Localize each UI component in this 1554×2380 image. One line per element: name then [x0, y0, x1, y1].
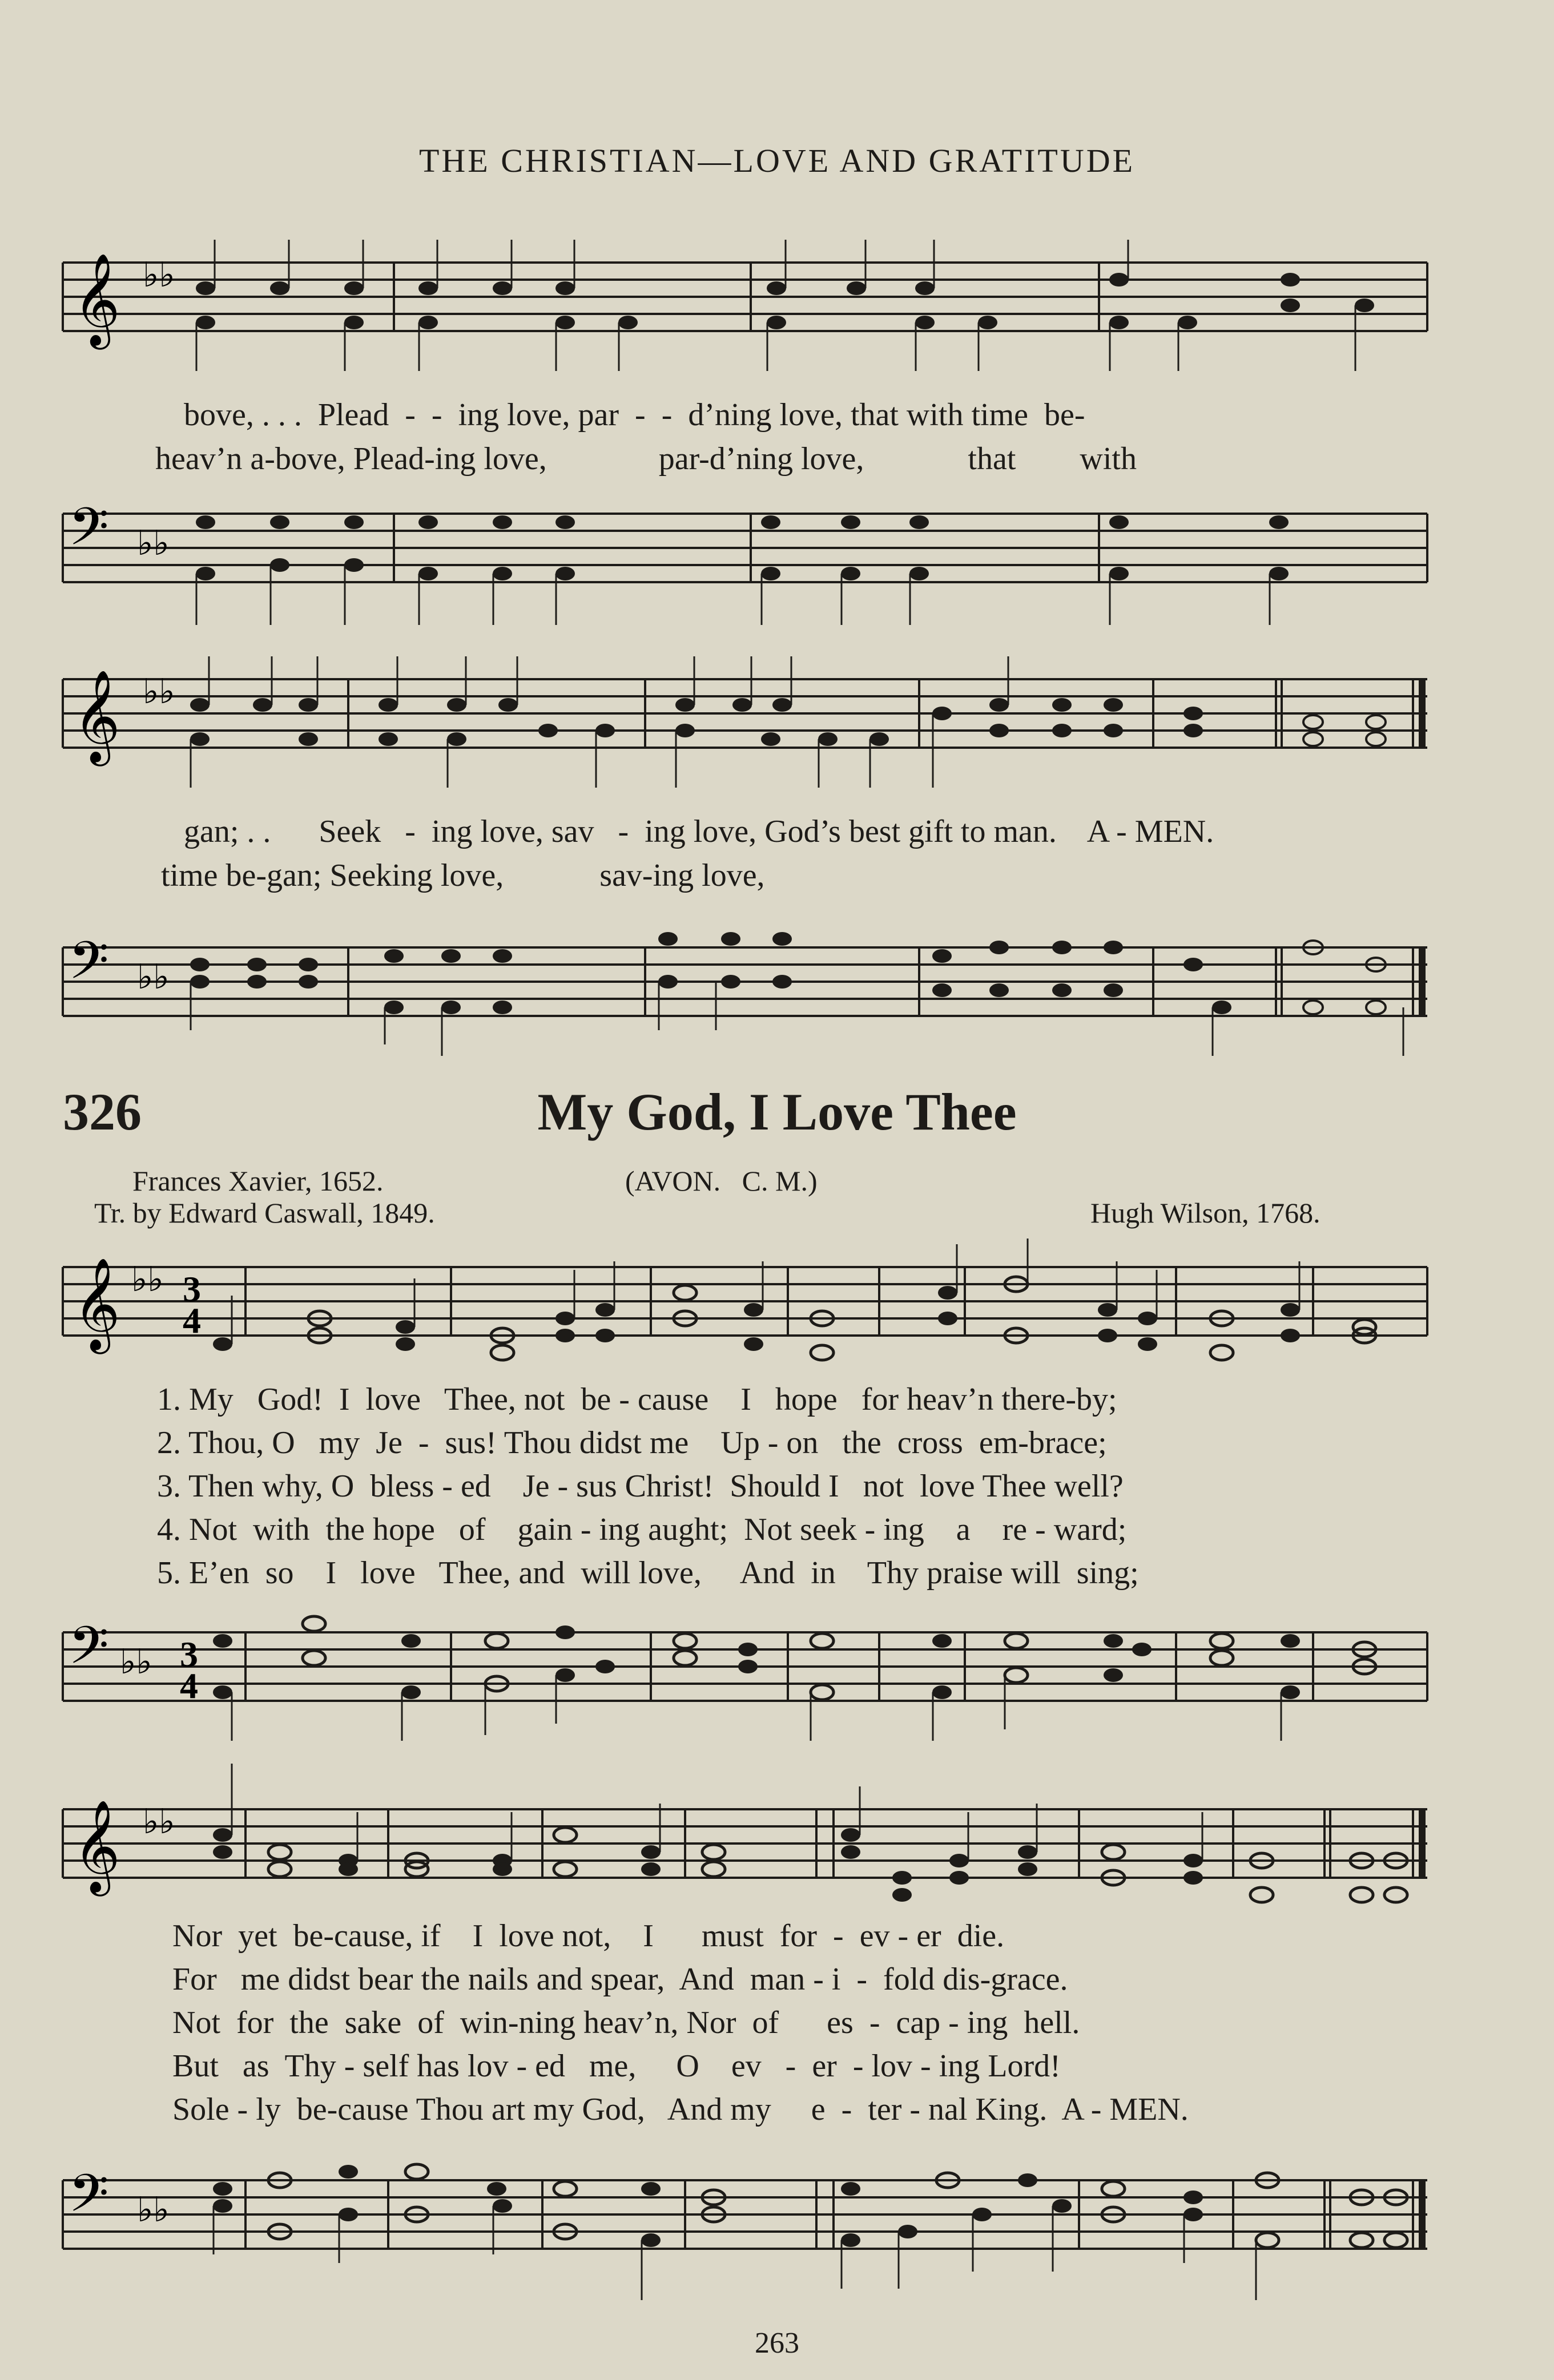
staff-treble-326-system-1: [57, 1239, 1439, 1370]
svg-text:𝄢: 𝄢: [69, 499, 109, 568]
hymn-author: Frances Xavier, 1652.: [132, 1165, 384, 1197]
verse-4-line-2: But as Thy - self has lov - ed me, O ev - er - lov - ing Lord!: [172, 2048, 1061, 2084]
verse-5-line-1: 5. E’en so I love Thee, and will love, And in Thy praise will sing;: [157, 1555, 1139, 1591]
staff-bass-prev-system-1: [57, 491, 1439, 639]
verse-5-line-2: Sole - ly be-cause Thou art my God, And my e - ter - nal King. A - MEN.: [172, 2092, 1189, 2127]
svg-text:𝄢: 𝄢: [69, 1617, 109, 1687]
prev-lyrics-system2-line1: gan; . . Seek - ing love, sav - ing love, God’s best gift to man. A - MEN.: [184, 814, 1214, 849]
staff-treble-326-system-2: [57, 1764, 1439, 1912]
page-number: 263: [755, 2327, 799, 2359]
hymn-number: 326: [63, 1083, 142, 1141]
verse-3-line-2: Not for the sake of win-ning heav’n, Nor of es - cap - ing hell.: [172, 2005, 1080, 2040]
hymn-tune: (AVON. C. M.): [625, 1165, 818, 1197]
svg-text:♭♭: ♭♭: [137, 958, 170, 996]
prev-lyrics-system2-line2: time be-gan; Seeking love, sav-ing love,: [161, 858, 765, 893]
staff-treble-prev-system-2: [57, 656, 1439, 805]
staff-bass-326-system-2: [57, 2129, 1439, 2317]
verse-2-line-2: For me didst bear the nails and spear, And man - i - fold dis-grace.: [172, 1962, 1068, 1997]
staff-bass-326-system-1: [57, 1592, 1439, 1746]
svg-text:3: 3: [180, 1634, 198, 1675]
running-head: THE CHRISTIAN—LOVE AND GRATITUDE: [418, 142, 1136, 179]
hymn-composer: Hugh Wilson, 1768.: [1090, 1197, 1321, 1229]
svg-text:𝄢: 𝄢: [69, 933, 109, 1002]
verse-1-line-2: Nor yet be-cause, if I love not, I must for - ev - er die.: [172, 1918, 1005, 1954]
svg-text:♭♭: ♭♭: [143, 673, 175, 711]
svg-text:♭♭: ♭♭: [143, 1803, 175, 1841]
verse-2-line-1: 2. Thou, O my Je - sus! Thou didst me Up - on the cross em-brace;: [157, 1425, 1107, 1461]
staff-treble-prev-system-1: [57, 240, 1439, 388]
verse-4-line-1: 4. Not with the hope of gain - ing aught; Not seek - ing a re - ward;: [157, 1512, 1127, 1547]
svg-text:𝄢: 𝄢: [69, 2165, 109, 2235]
verse-3-line-1: 3. Then why, O bless - ed Je - sus Christ! Should I not love Thee well?: [157, 1469, 1124, 1504]
prev-lyrics-system1-line2: heav’n a-bove, Plead-ing love, par-d’ning love, that with: [155, 441, 1137, 477]
svg-text:♭♭: ♭♭: [143, 256, 175, 294]
svg-text:𝄞: 𝄞: [73, 1802, 120, 1891]
svg-text:♭♭: ♭♭: [131, 1261, 164, 1298]
hymn-title: My God, I Love Thee: [537, 1083, 1017, 1141]
hymn-translator: Tr. by Edward Caswall, 1849.: [94, 1197, 435, 1229]
svg-text:3: 3: [183, 1269, 201, 1309]
svg-text:𝄞: 𝄞: [73, 256, 120, 344]
svg-text:♭♭: ♭♭: [120, 1643, 152, 1681]
verse-1-line-1: 1. My God! I love Thee, not be - cause I hope for heav’n there-by;: [157, 1382, 1117, 1417]
staff-bass-prev-system-2: [57, 907, 1439, 1073]
prev-lyrics-system1-line1: bove, . . . Plead - - ing love, par - - d’ning love, that with time be-: [184, 397, 1085, 433]
svg-text:♭♭: ♭♭: [137, 525, 170, 562]
svg-text:𝄞: 𝄞: [73, 672, 120, 761]
svg-text:4: 4: [180, 1665, 198, 1706]
svg-text:𝄞: 𝄞: [73, 1260, 120, 1349]
svg-text:♭♭: ♭♭: [137, 2191, 170, 2229]
svg-text:4: 4: [183, 1300, 201, 1341]
